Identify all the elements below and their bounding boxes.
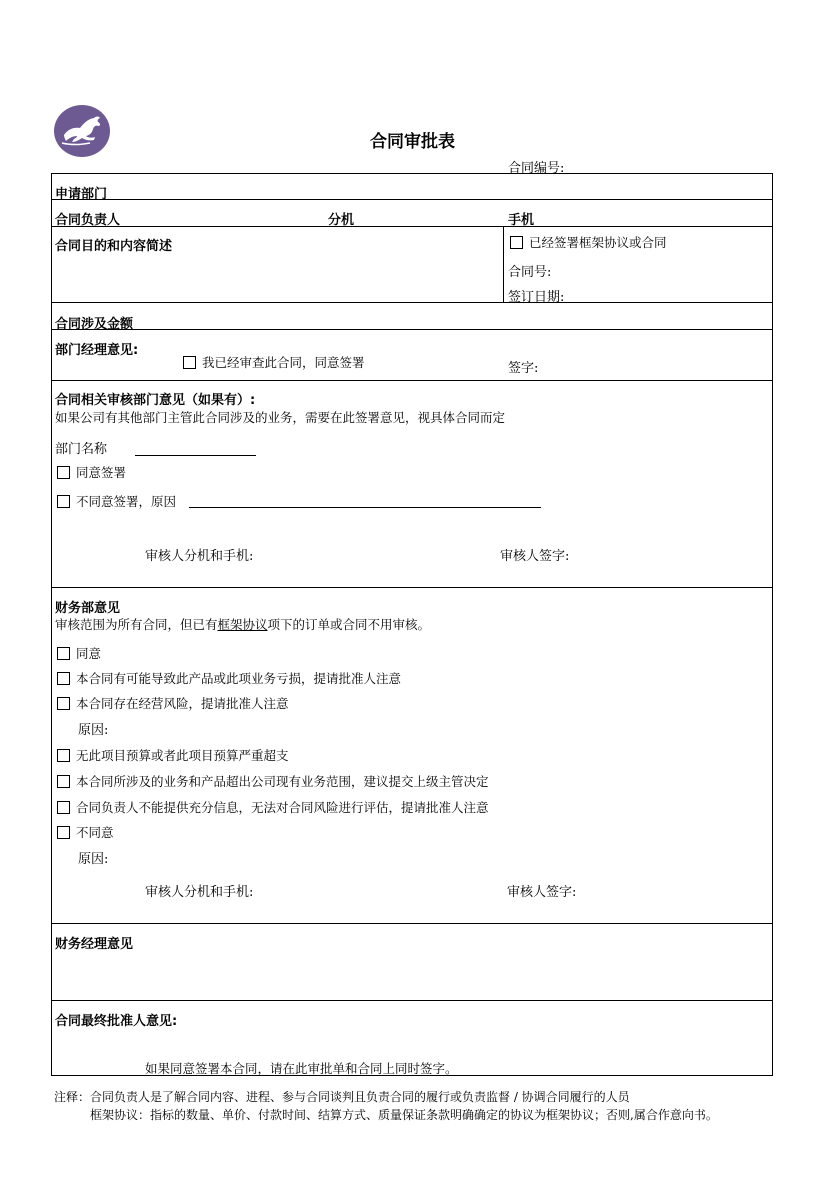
finance-manager-heading: 财务经理意见 — [55, 937, 134, 952]
checkbox-icon[interactable] — [57, 697, 70, 710]
contract-no-label: 合同编号: — [508, 161, 565, 176]
finance-option-disagree[interactable]: 不同意 — [57, 823, 114, 841]
dept-manager-signature-label: 签字: — [508, 361, 539, 376]
checkbox-icon[interactable] — [57, 775, 70, 788]
checkbox-icon[interactable] — [57, 647, 70, 660]
finance-option-insufficient-info[interactable]: 合同负责人不能提供充分信息，无法对合同风险进行评估，提请批准人注意 — [57, 798, 489, 816]
extension-label: 分机 — [328, 213, 355, 228]
dept-manager-heading: 部门经理意见: — [55, 343, 139, 358]
row-divider — [52, 1000, 772, 1001]
finance-option-out-of-scope[interactable]: 本合同所涉及的业务和产品超出公司现有业务范围，建议提交上级主管决定 — [57, 772, 489, 790]
related-disagree-option[interactable]: 不同意签署，原因 — [57, 492, 176, 510]
finance-scope-note: 审核范围为所有合同，但已有框架协议项下的订单或合同不用审核。 — [55, 617, 431, 632]
checkbox-icon[interactable] — [57, 466, 70, 479]
purpose-label: 合同目的和内容简述 — [55, 239, 173, 254]
applicant-dept-label: 申请部门 — [55, 187, 108, 202]
finance-reviewer-sign-label: 审核人签字: — [507, 885, 577, 900]
responsible-person-label: 合同负责人 — [55, 213, 121, 228]
column-divider — [503, 226, 504, 302]
sign-date-label: 签订日期: — [508, 290, 565, 305]
row-divider — [52, 923, 772, 924]
finance-option-agree[interactable]: 同意 — [57, 644, 101, 662]
row-divider — [52, 380, 772, 381]
row-divider — [52, 329, 772, 330]
checkbox-icon[interactable] — [57, 495, 70, 508]
final-approver-note: 如果同意签署本合同，请在此审批单和合同上同时签字。 — [145, 1061, 458, 1076]
finance-reason-label: 原因: — [78, 723, 109, 738]
checkbox-icon[interactable] — [510, 236, 523, 249]
contract-number-label: 合同号: — [508, 265, 552, 280]
finance-reason-label-2: 原因: — [78, 852, 109, 867]
mobile-label: 手机 — [508, 213, 535, 228]
finance-reviewer-ext-label: 审核人分机和手机: — [145, 885, 254, 900]
row-divider — [52, 302, 772, 303]
final-approver-heading: 合同最终批准人意见: — [55, 1014, 178, 1029]
checkbox-icon[interactable] — [183, 356, 196, 369]
amount-label: 合同涉及金额 — [55, 317, 134, 332]
form-title: 合同审批表 — [370, 132, 455, 152]
finance-option-no-budget[interactable]: 无此项目预算或者此项目预算严重超支 — [57, 746, 289, 764]
finance-heading: 财务部意见 — [55, 601, 121, 616]
checkbox-icon[interactable] — [57, 801, 70, 814]
footnote-framework-agreement: 框架协议：指标的数量、单价、付款时间、结算方式、质量保证条款明确确定的协议为框架协议；否则,属合作意向书。 — [90, 1108, 718, 1122]
row-divider — [52, 587, 772, 588]
related-agree-option[interactable]: 同意签署 — [57, 463, 126, 481]
checkbox-icon[interactable] — [57, 826, 70, 839]
finance-option-risk[interactable]: 本合同存在经营风险，提请批准人注意 — [57, 694, 289, 712]
related-review-heading: 合同相关审核部门意见（如果有）: — [55, 393, 256, 408]
footnote-responsible-person: 注释：合同负责人是了解合同内容、进程、参与合同谈判且负责合同的履行或负责监督 / 协调合同履行的人员 — [54, 1090, 630, 1104]
dept-manager-agree-option[interactable]: 我已经审查此合同，同意签署 — [183, 353, 365, 371]
disagree-reason-underline[interactable] — [189, 507, 541, 508]
finance-option-loss[interactable]: 本合同有可能导致此产品或此项业务亏损，提请批准人注意 — [57, 669, 401, 687]
framework-signed-option[interactable]: 已经签署框架协议或合同 — [510, 233, 667, 251]
related-review-note: 如果公司有其他部门主管此合同涉及的业务，需要在此签署意见，视具体合同而定 — [55, 410, 506, 425]
dept-name-underline[interactable] — [135, 455, 256, 456]
related-reviewer-sign-label: 审核人签字: — [500, 549, 570, 564]
checkbox-icon[interactable] — [57, 672, 70, 685]
row-divider — [52, 199, 772, 200]
checkbox-icon[interactable] — [57, 749, 70, 762]
row-divider — [52, 226, 772, 227]
related-reviewer-ext-label: 审核人分机和手机: — [145, 549, 254, 564]
dept-name-label: 部门名称 — [55, 442, 108, 457]
